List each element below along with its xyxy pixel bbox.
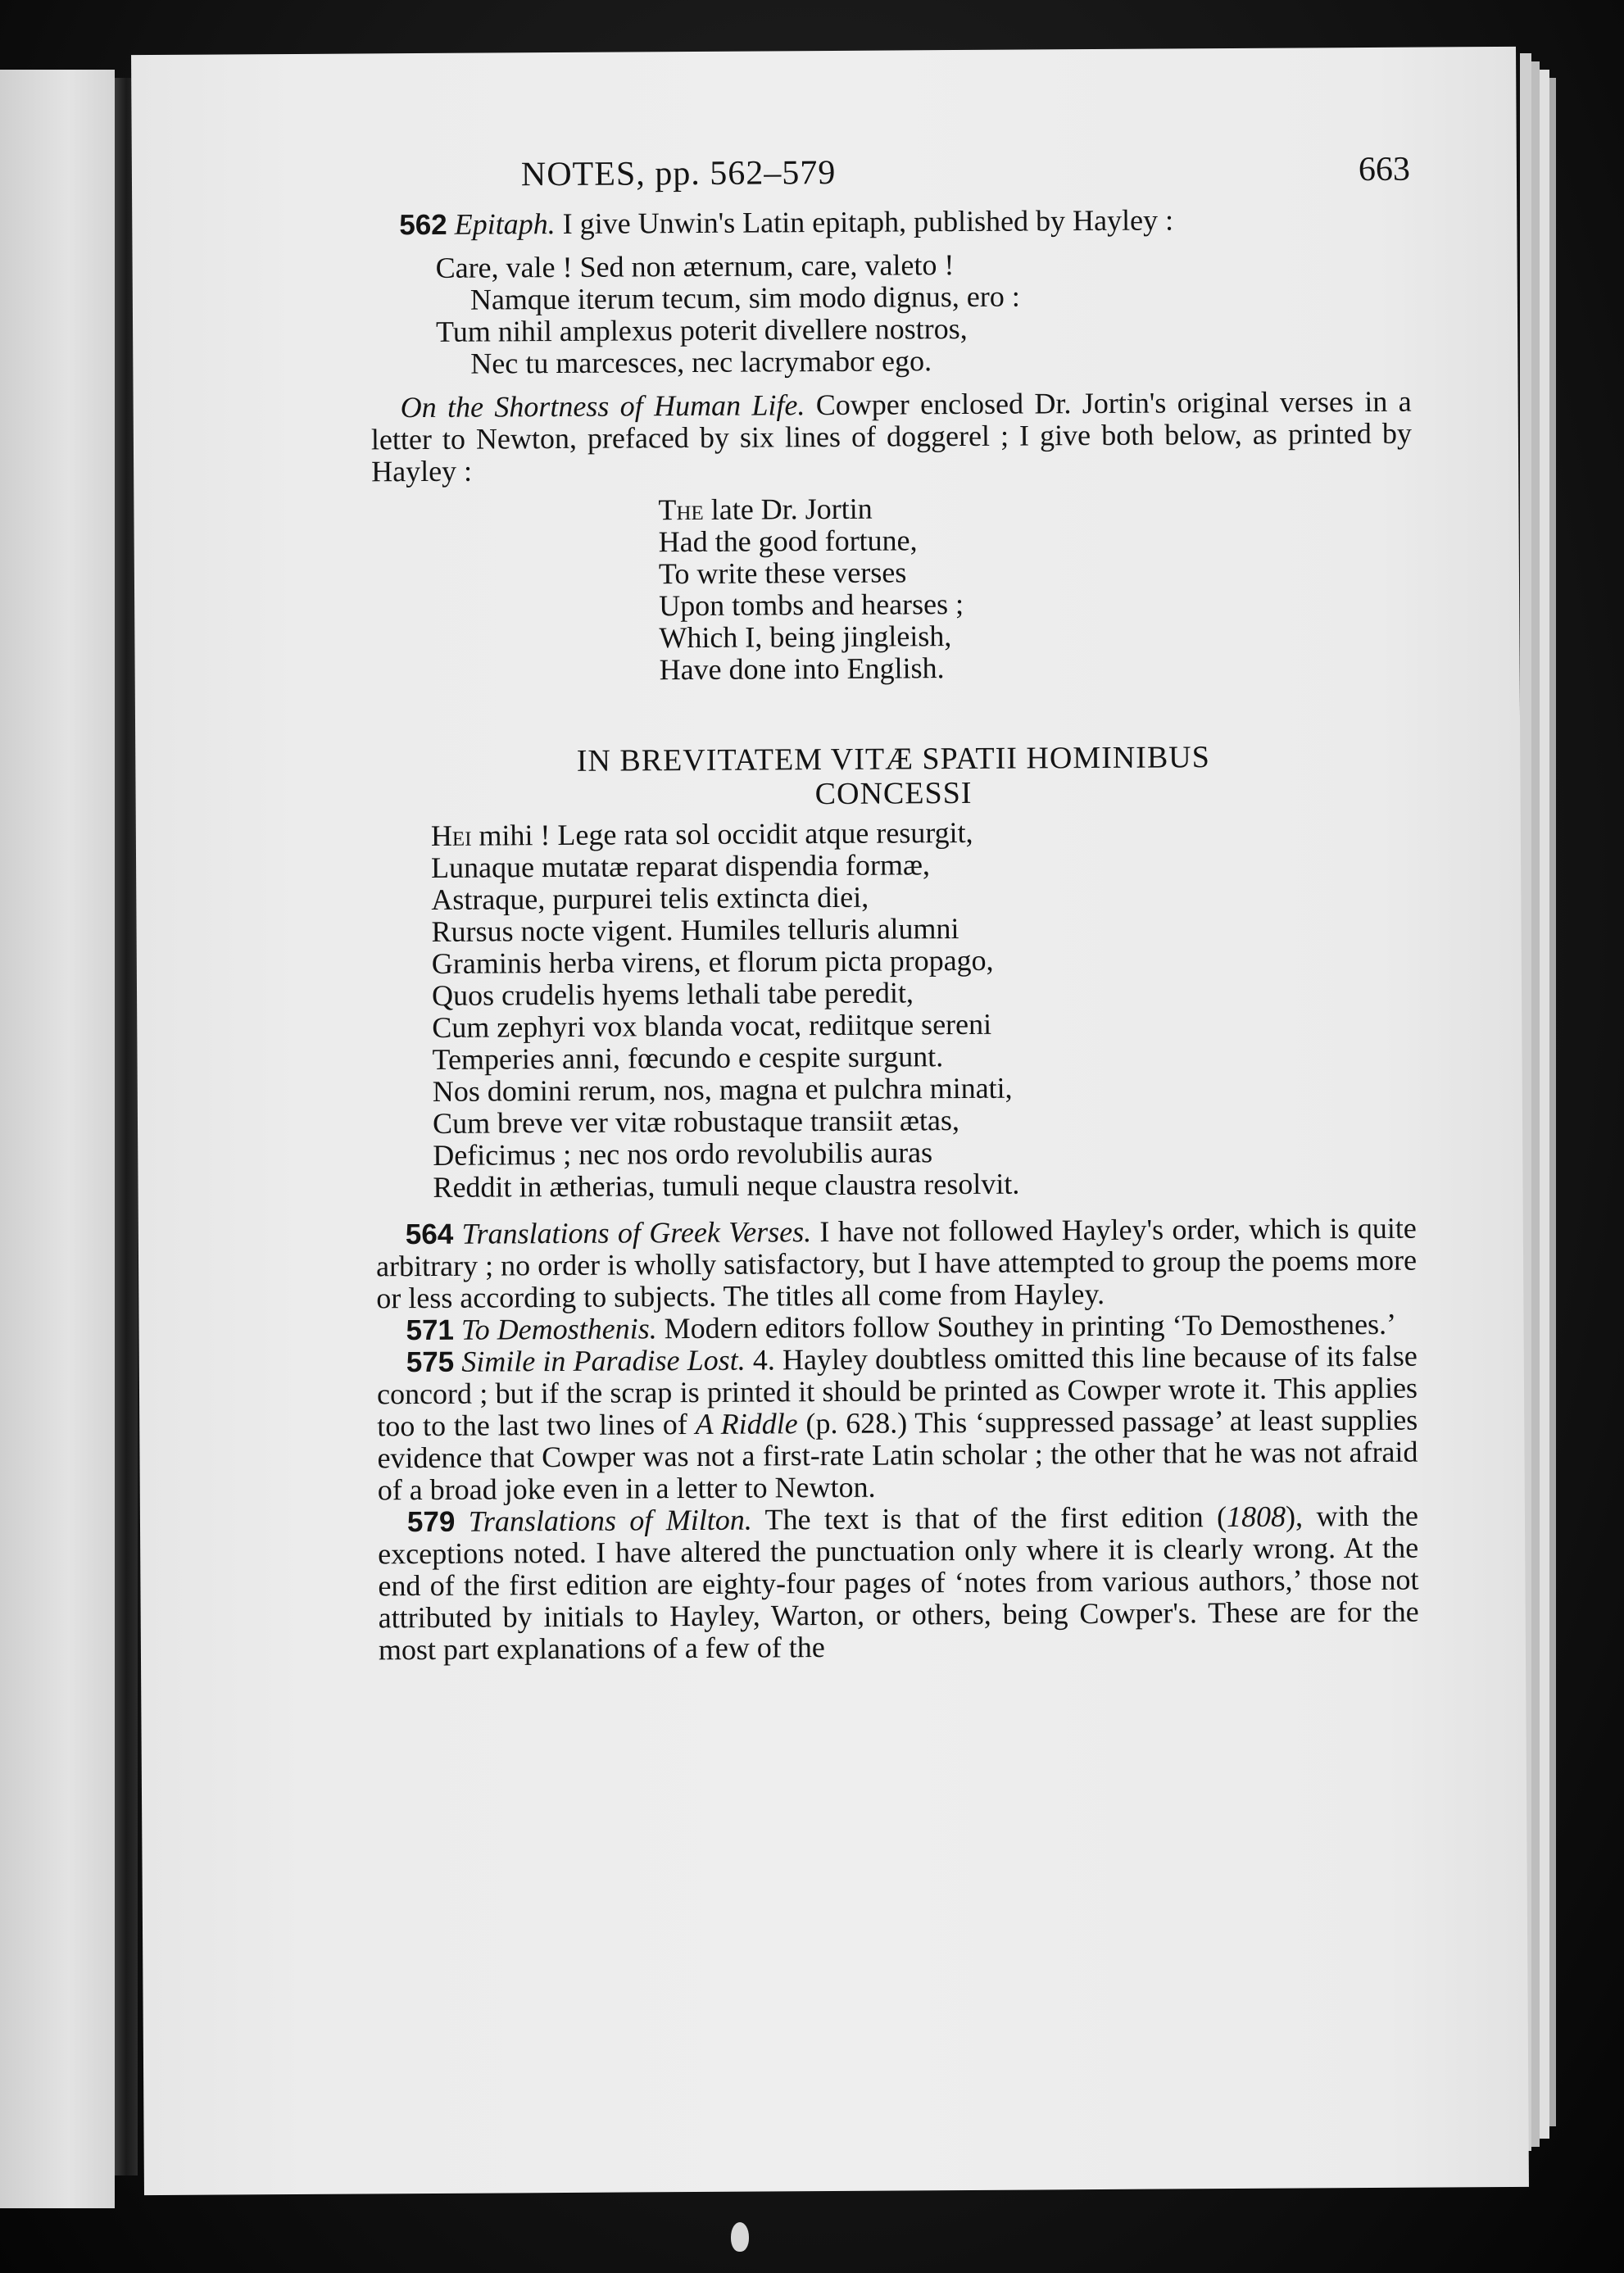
note-title: Epitaph.: [454, 207, 556, 241]
note-title: On the Shortness of Human Life.: [400, 388, 805, 424]
verse-line: Have done into English.: [659, 651, 945, 687]
note-title: Translations of Milton.: [468, 1503, 752, 1538]
shortness-note: [371, 386, 1413, 488]
riddle-title: A Riddle: [695, 1407, 798, 1441]
note-text: Modern editors follow Southey in printing ‘To Demosthenes.’: [656, 1307, 1397, 1345]
note-text: Cowper enclosed Dr. Jortin's original verses in a letter to Newton, prefaced by six lines of doggerel ; I give both below, as printed by Hayley :: [370, 384, 1413, 488]
note-ref: 571: [406, 1313, 455, 1347]
verse-line: Cum zephyri vox blanda vocat, rediitque sereni: [432, 1007, 992, 1044]
book-page: [131, 47, 1529, 2195]
page-edge: [1540, 70, 1549, 2139]
note-579: [378, 1500, 1419, 1667]
note-title: Simile in Paradise Lost.: [461, 1343, 746, 1378]
note-text: (p. 628.) This ‘suppressed passage’ at least supplies evidence that Cowper was not a first-rate Latin scholar ; the other that he was not afraid of a broad joke even in a letter to Newton.: [377, 1403, 1418, 1507]
edition-year: 1808: [1226, 1499, 1286, 1534]
verse-line: Temperies anni, fœcundo e cespite surgunt.: [432, 1040, 944, 1076]
verse-line: [658, 490, 1412, 527]
page-edge: [1549, 78, 1556, 2126]
verse-line: Namque iterum tecum, sim modo dignus, ero :: [470, 279, 1020, 316]
doggerel-verse: [658, 490, 1413, 687]
page-header: [370, 150, 1411, 210]
note-562: [370, 203, 1410, 242]
initial-word: The: [658, 492, 704, 527]
poem-title: [373, 739, 1413, 814]
note-text: The text is that of the first edition (: [751, 1500, 1227, 1536]
verse-line: Had the good fortune,: [658, 524, 918, 559]
verse-line: Rursus nocte vigent. Humiles telluris alumni: [431, 912, 959, 948]
note-ref: 564: [405, 1218, 454, 1251]
note-text: I give Unwin's Latin epitaph, published by Hayley :: [555, 203, 1174, 241]
note-ref: 575: [406, 1345, 455, 1379]
facing-page-edge: [0, 70, 115, 2208]
scan-clip-mark: [731, 2222, 749, 2252]
verse-line: Care, vale ! Sed non æternum, care, valeto !: [435, 248, 955, 284]
verse-line: Reddit in ætherias, tumuli neque claustra resolvit.: [433, 1167, 1020, 1204]
initial-word: Hei: [430, 819, 472, 852]
note-ref: 579: [406, 1505, 456, 1539]
verse-line: Astraque, purpurei telis extincta diei,: [431, 880, 869, 916]
note-text: 4. Hayley doubtless omitted this line because of its false concord ; but if the scrap is printed it should be printed as Cowper wrote it. This applies too to the last two lines of: [376, 1339, 1418, 1443]
poem-title-line: CONCESSI: [814, 775, 973, 812]
verse-line: Nec tu marcesces, nec lacrymabor ego.: [470, 344, 932, 380]
poem-title-line: IN BREVITATEM VITÆ SPATII HOMINIBUS: [576, 740, 1210, 778]
verse-line: To write these verses: [658, 556, 907, 591]
note-title: To Demosthenis.: [460, 1312, 657, 1346]
note-text: ), with the exceptions noted. I have altered the punctuation only where it is clearly wrong. At the end of the first edition are eighty-four pages of ‘notes from various authors,’ those not attributed by initials to Hayley, Warton, or others, being Cowper's. These are for the most part explanations of a few of the: [378, 1499, 1419, 1667]
note-title: Translations of Greek Verses.: [461, 1215, 812, 1250]
verse-line: Upon tombs and hearses ;: [659, 587, 964, 623]
epitaph-verse: [436, 247, 1412, 380]
verse-line: Lunaque mutatæ reparat dispendia formæ,: [430, 848, 931, 884]
page-number: 663: [1358, 150, 1411, 189]
verse-text: late Dr. Jortin: [703, 492, 873, 526]
verse-line: Tum nihil amplexus poterit divellere nostros,: [435, 311, 968, 348]
page-edge: [1531, 61, 1540, 2147]
verse-line: Cum breve ver vitæ robustaque transiit ætas,: [432, 1104, 960, 1140]
verse-line: Deficimus ; nec nos ordo revolubilis auras: [433, 1136, 933, 1172]
running-head: NOTES, pp. 562–579: [520, 153, 837, 194]
verse-text: mihi ! Lege rata sol occidit atque resurgit,: [471, 815, 973, 852]
page-text: [370, 150, 1419, 1667]
verse-line: Graminis herba virens, et florum picta propago,: [431, 943, 994, 980]
note-564: [376, 1213, 1418, 1315]
latin-poem: [431, 814, 1417, 1204]
verse-line: Nos domini rerum, nos, magna et pulchra minati,: [432, 1071, 1013, 1108]
note-text: I have not followed Hayley's order, which is quite arbitrary ; no order is wholly satisfactory, but I have attempted to group the poems more or less according to subjects. The titles all come from Hayley.: [375, 1211, 1418, 1315]
note-575: [377, 1341, 1418, 1507]
note-ref: 562: [399, 208, 447, 242]
verse-line: Which I, being jingleish,: [659, 619, 952, 655]
verse-line: Quos crudelis hyems lethali tabe peredit,: [431, 976, 914, 1012]
